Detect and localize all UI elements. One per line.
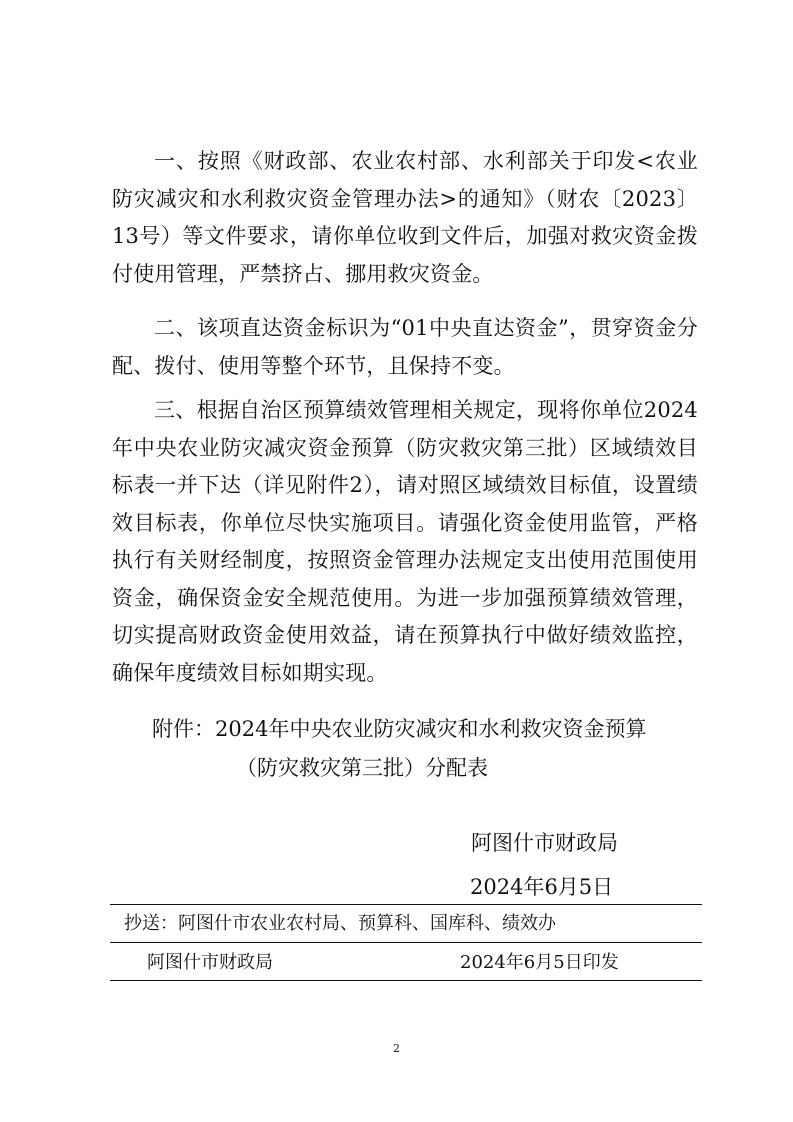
paragraph-2: 二、该项直达资金标识为“01中央直达资金”，贯穿资金分配、拨付、使用等整个环节，且保持不变。 — [112, 316, 698, 378]
attachment-line-1: 附件：2024年中央农业防灾减灾和水利救灾资金预算 — [152, 717, 647, 741]
issue-date: 2024年6月5日印发 — [460, 952, 619, 973]
issuing-office: 阿图什市财政局 — [147, 952, 273, 973]
footer-rule-bottom — [110, 980, 702, 981]
footer-rule-top — [110, 904, 702, 905]
signature-organization: 阿图什市财政局 — [471, 831, 618, 855]
paragraph-1: 一、按照《财政部、农业农村部、水利部关于印发<农业防灾减灾和水利救灾资金管理办法>的通知》（财农〔2023〕13号）等文件要求，请你单位收到文件后，加强对救灾资金拨付使用管理，严禁挤占、挪用救灾资金。 — [112, 149, 698, 286]
cc-recipients: 抄送：阿图什市农业农村局、预算科、国库科、绩效办 — [124, 913, 556, 934]
attachment-line-2: （防灾救灾第三批）分配表 — [236, 756, 488, 780]
paragraph-3: 三、根据自治区预算绩效管理相关规定，现将你单位2024年中央农业防灾减灾资金预算（防灾救灾第三批）区域绩效目标表一并下达（详见附件2），请对照区域绩效目标值，设置绩效目标表，你单位尽快实施项目。请强化资金使用监管，严格执行有关财经制度，按照资金管理办法规定支出使用范围使用资金，确保资金安全规范使用。为进一步加强预算绩效管理，切实提高财政资金使用效益，请在预算执行中做好绩效监控，确保年度绩效目标如期实现。 — [112, 398, 698, 685]
footer-rule-middle — [110, 942, 702, 943]
signature-date: 2024年6月5日 — [470, 875, 614, 899]
page-number: 2 — [393, 1042, 400, 1055]
